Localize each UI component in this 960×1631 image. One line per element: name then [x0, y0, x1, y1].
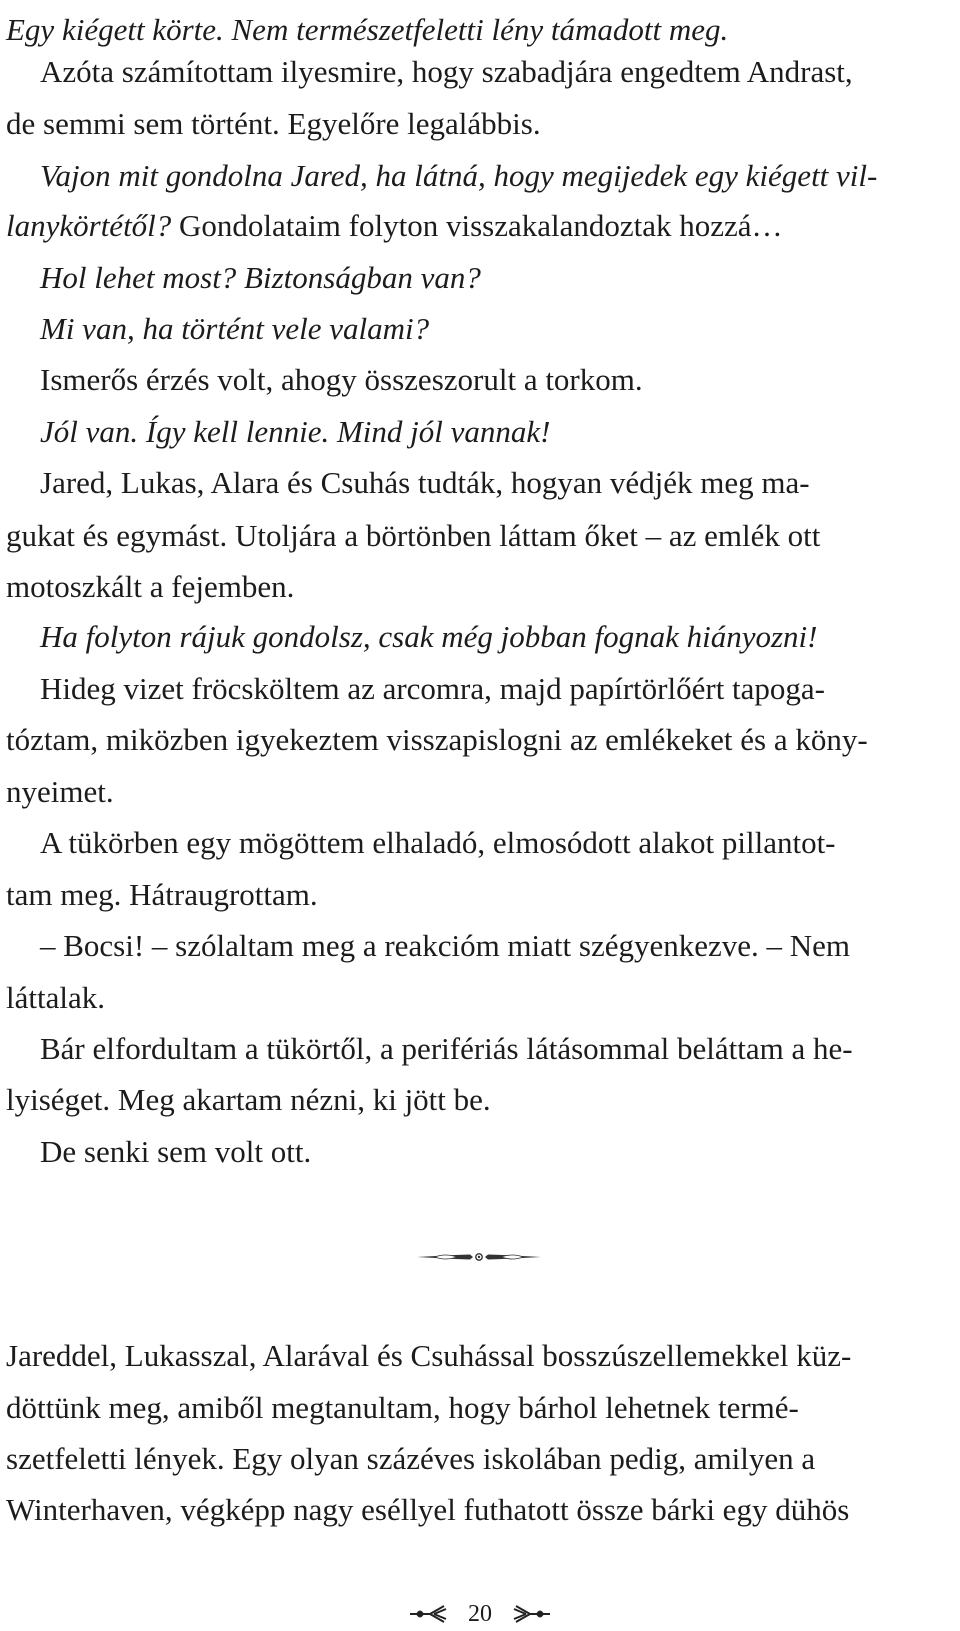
text-line-18: tam meg. Hátraugrottam. [6, 877, 318, 912]
text-line-20: láttalak. [6, 980, 105, 1015]
text-line-14: Hideg vizet fröcsköltem az arcomra, majd papírtörlőért tapoga- [40, 671, 826, 706]
text-line-17: A tükörben egy mögöttem elhaladó, elmosódott alakot pillantot- [40, 825, 836, 860]
text-line-10: Jared, Lukas, Alara és Csuhás tudták, hogyan védjék meg ma- [40, 465, 810, 500]
text-line-13: Ha folyton rájuk gondolsz, csak még jobban fognak hiányozni! [40, 619, 818, 654]
text-line-19: – Bocsi! – szólaltam meg a reakcióm miatt szégyenkezve. – Nem [40, 928, 851, 963]
text-line-8: Ismerős érzés volt, ahogy összeszorult a torkom. [40, 362, 643, 397]
text-line-25: döttünk meg, amiből megtanultam, hogy bárhol lehetnek termé- [6, 1390, 799, 1425]
text-line-16: nyeimet. [6, 774, 114, 809]
text-line-15: tóztam, miközben igyekeztem visszapislogni az emlékeket és a köny- [6, 722, 868, 757]
text-line-22: lyiséget. Meg akartam nézni, ki jött be. [6, 1082, 491, 1117]
text-line-5: lanykörtétől? Gondolataim folyton visszakalandoztak hozzá… [6, 208, 783, 243]
scroll-ornament-icon [415, 1250, 543, 1264]
flourish-right-icon [512, 1603, 552, 1625]
text-line-21: Bár elfordultam a tükörtől, a perifériás látásommal beláttam a he- [40, 1031, 853, 1066]
text-line-12: motoszkált a fejemben. [6, 569, 295, 604]
text-line-6: Hol lehet most? Biztonságban van? [40, 260, 481, 295]
flourish-left-icon [408, 1603, 448, 1625]
text-line-4: Vajon mit gondolna Jared, ha látná, hogy megijedek egy kiégett vil- [40, 158, 878, 193]
text-line-27: Winterhaven, végképp nagy eséllyel futhatott össze bárki egy dühös [6, 1492, 850, 1527]
text-line-9: Jól van. Így kell lennie. Mind jól vannak! [40, 414, 551, 449]
text-line-24: Jareddel, Lukasszal, Alarával és Csuhással bosszúszellemekkel küz- [6, 1338, 852, 1373]
text-line-26: szetfeletti lények. Egy olyan százéves iskolában pedig, amilyen a [6, 1441, 816, 1476]
page-footer [0, 1596, 960, 1630]
text-line-23: De senki sem volt ott. [40, 1134, 312, 1169]
text-line-2: Azóta számítottam ilyesmire, hogy szabadjára engedtem Andrast, [40, 54, 853, 89]
text-line-1: Egy kiégett körte. Nem természetfeletti lény támadott meg. [6, 12, 729, 47]
text-line-7: Mi van, ha történt vele valami? [40, 311, 430, 346]
page-number: 20 [468, 1601, 492, 1628]
text-line-3: de semmi sem történt. Egyelőre legalábbis. [6, 106, 541, 141]
text-line-11: gukat és egymást. Utoljára a börtönben láttam őket – az emlék ott [6, 518, 821, 553]
